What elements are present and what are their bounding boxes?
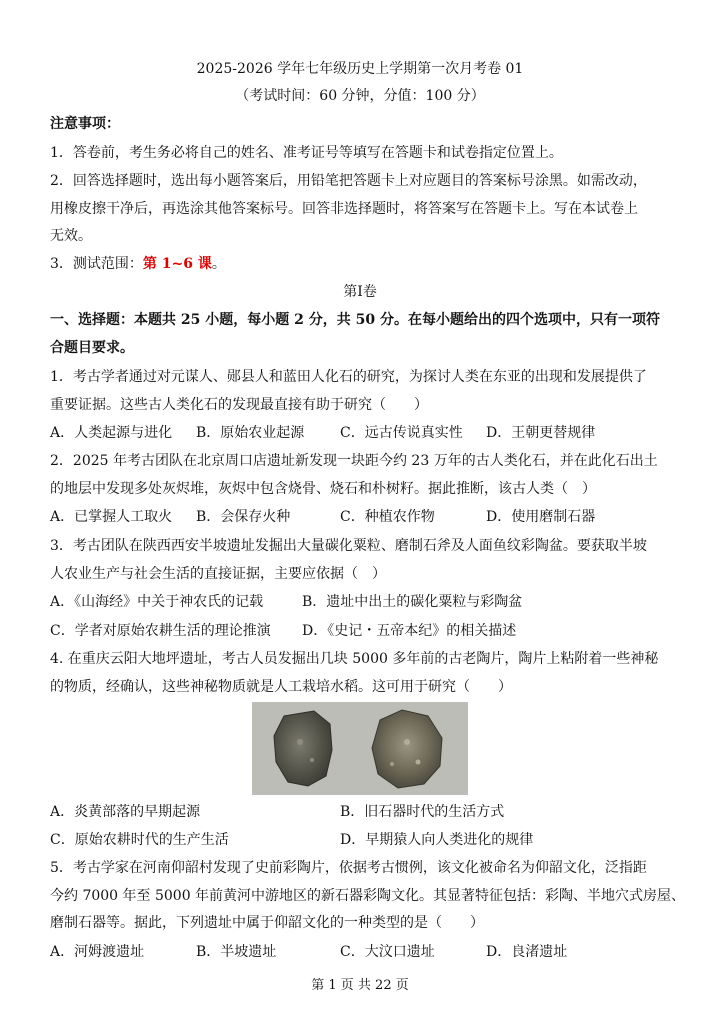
q2-option-d: D．使用磨制石器 [486,509,596,525]
note-2-line-1: 2．回答选择题时，选出每小题答案后，用铅笔把答题卡上对应题目的答案标号涂黑。如需改动， [50,173,647,189]
q3-option-b: B．遗址中出土的碳化粟粒与彩陶盆 [302,594,523,610]
q5-option-c: C．大汶口遗址 [340,944,435,960]
section-intro-line-1: 一、选择题：本题共 25 小题，每小题 2 分，共 50 分。在每小题给出的四个选项中，只有一项符 [50,312,660,328]
pottery-shards-photo [252,702,468,795]
q4-stem-line-1: 4. 在重庆云阳大地坪遗址，考古人员发掘出几块 5000 多年前的古老陶片，陶片上粘附着一些神秘 [50,651,659,667]
note-3-suffix: 。 [211,256,226,272]
note-2-line-3: 无效。 [50,228,92,244]
q1-option-a: A．人类起源与进化 [50,425,173,441]
q5-stem-line-3: 磨制石器等。据此，下列遗址中属于仰韶文化的一种类型的是（ ） [50,915,484,931]
q4-option-d: D．早期猿人向人类进化的规律 [340,832,534,848]
test-range: 第 1~6 课 [142,256,212,272]
q5-option-a: A．河姆渡遗址 [50,944,145,960]
pottery-shard-right [372,710,442,788]
q1-option-b: B．原始农业起源 [196,425,305,441]
q5-stem-line-2: 今约 7000 年至 5000 年前黄河中游地区的新石器彩陶文化。其显著特征包括：彩陶、半地穴式房屋、 [50,888,686,904]
notes-heading: 注意事项： [50,116,120,132]
note-2-line-2: 用橡皮擦干净后，再选涂其他答案标号。回答非选择题时，将答案写在答题卡上。写在本试卷上 [50,201,638,217]
q2-option-c: C．种植农作物 [340,509,435,525]
q3-stem-line-1: 3．考古团队在陕西西安半坡遗址发掘出大量碳化粟粒、磨制石斧及人面鱼纹彩陶盆。要获取半坡 [50,538,647,554]
q4-option-b: B．旧石器时代的生活方式 [340,804,505,820]
q1-option-d: D．王朝更替规律 [486,425,596,441]
note-3-prefix: 3．测试范围： [50,256,143,272]
q2-option-b: B．会保存火种 [196,509,291,525]
q3-option-a: A．《山海经》中关于神农氏的记载 [50,594,264,610]
q2-stem-line-2: 的地层中发现多处灰烬堆，灰烬中包含烧骨、烧石和朴树籽。据此推断，该古人类（ ） [50,481,596,497]
note-1: 1．答卷前，考生务必将自己的姓名、准考证号等填写在答题卡和试卷指定位置上。 [50,145,563,161]
q4-option-a: A．炎黄部落的早期起源 [50,804,201,820]
note-3 [50,254,226,274]
exam-subtitle: （考试时间：60 分钟，分值：100 分） [235,88,485,104]
q4-stem-line-2: 的物质，经确认，这些神秘物质就是人工栽培水稻。这可用于研究（ ） [50,679,512,695]
q1-stem-line-1: 1．考古学者通过对元谋人、郧县人和蓝田人化石的研究，为探讨人类在东亚的出现和发展提供了 [50,369,647,385]
q2-option-a: A．已掌握人工取火 [50,509,173,525]
section-intro-line-2: 合题目要求。 [50,340,134,356]
q1-option-c: C．远古传说真实性 [340,425,463,441]
q3-option-d: D．《史记・五帝本纪》的相关描述 [302,623,517,639]
q1-stem-line-2: 重要证据。这些古人类化石的发现最直接有助于研究（ ） [50,397,428,413]
q2-stem-line-1: 2．2025 年考古团队在北京周口店遗址新发现一块距今约 23 万年的古人类化石，并在此化石出土 [50,453,658,469]
q3-stem-line-2: 人农业生产与社会生活的直接证据，主要应依据（ ） [50,566,386,582]
q5-option-b: B．半坡遗址 [196,944,277,960]
q5-stem-line-1: 5．考古学家在河南仰韶村发现了史前彩陶片，依据考古惯例，该文化被命名为仰韶文化，泛指距 [50,860,647,876]
exam-title: 2025-2026 学年七年级历史上学期第一次月考卷 01 [196,61,524,77]
page-number: 第 1 页 共 22 页 [311,978,409,993]
q4-option-c: C．原始农耕时代的生产生活 [50,832,229,848]
q5-option-d: D．良渚遗址 [486,944,568,960]
volume-label: 第Ⅰ卷 [343,284,377,300]
pottery-shards-image [252,702,468,795]
q3-option-c: C．学者对原始农耕生活的理论推演 [50,623,271,639]
